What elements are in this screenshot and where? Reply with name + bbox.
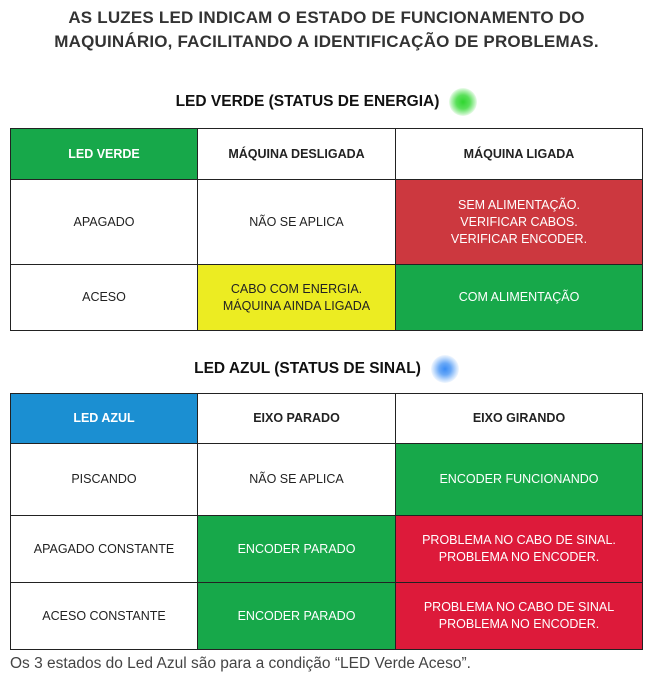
green-led-table bbox=[10, 128, 643, 331]
cell-line: VERIFICAR CABOS. bbox=[460, 214, 578, 229]
blue-row-apagado-stopped bbox=[198, 516, 396, 583]
blue-led-table bbox=[10, 393, 643, 650]
blue-row-apagado-spinning bbox=[396, 516, 643, 583]
green-section-title bbox=[0, 87, 653, 117]
cell-line: PROBLEMA NO CABO DE SINAL bbox=[423, 600, 615, 614]
blue-row-aceso-constante bbox=[11, 583, 643, 650]
blue-section-title-text: LED AZUL (STATUS DE SINAL) bbox=[194, 360, 421, 377]
green-row-aceso-on bbox=[396, 265, 643, 331]
blue-row-aceso-state: ACESO CONSTANTE bbox=[11, 583, 198, 650]
green-section-title-text: LED VERDE (STATUS DE ENERGIA) bbox=[175, 93, 440, 110]
blue-row-aceso-spinning bbox=[396, 583, 643, 650]
blue-row-piscando bbox=[11, 444, 643, 516]
blue-row-piscando-state: PISCANDO bbox=[11, 444, 198, 516]
blue-header-axis-stopped: EIXO PARADO bbox=[198, 394, 396, 444]
cell-line: VERIFICAR ENCODER. bbox=[450, 231, 588, 246]
cell-line: PROBLEMA NO CABO DE SINAL. bbox=[422, 533, 616, 547]
green-table-header-row bbox=[11, 129, 643, 180]
cell-line: NÃO SE APLICA bbox=[249, 214, 344, 229]
green-header-machine-off: MÁQUINA DESLIGADA bbox=[198, 129, 396, 180]
blue-row-aceso-stopped bbox=[198, 583, 396, 650]
cell-line: MÁQUINA AINDA LIGADA bbox=[222, 298, 371, 313]
green-row-aceso-state: ACESO bbox=[11, 265, 198, 331]
blue-row-piscando-spinning bbox=[396, 444, 643, 516]
green-row-apagado-off bbox=[198, 180, 396, 265]
cell-line: ENCODER PARADO bbox=[237, 608, 356, 623]
blue-header-axis-spinning: EIXO GIRANDO bbox=[396, 394, 643, 444]
blue-section-title bbox=[0, 353, 653, 385]
blue-row-apagado-state: APAGADO CONSTANTE bbox=[11, 516, 198, 583]
blue-row-piscando-stopped bbox=[198, 444, 396, 516]
cell-line: NÃO SE APLICA bbox=[249, 472, 344, 486]
headline-line-1: AS LUZES LED INDICAM O ESTADO DE FUNCIONAMENTO DO bbox=[68, 8, 585, 27]
cell-line: CABO COM ENERGIA. bbox=[230, 281, 363, 296]
blue-led-glow-icon bbox=[431, 355, 459, 383]
blue-header-led: LED AZUL bbox=[11, 394, 198, 444]
page-headline bbox=[0, 6, 653, 54]
cell-line: PROBLEMA NO ENCODER. bbox=[438, 617, 600, 631]
green-row-apagado-on bbox=[396, 180, 643, 265]
cell-line: COM ALIMENTAÇÃO bbox=[458, 290, 580, 304]
green-row-aceso-off bbox=[198, 265, 396, 331]
headline-line-2: MAQUINÁRIO, FACILITANDO A IDENTIFICAÇÃO DE PROBLEMAS. bbox=[54, 32, 599, 51]
green-row-apagado bbox=[11, 180, 643, 265]
footnote: Os 3 estados do Led Azul são para a condição “LED Verde Aceso”. bbox=[10, 655, 471, 672]
green-row-apagado-state: APAGADO bbox=[11, 180, 198, 265]
cell-line: SEM ALIMENTAÇÃO. bbox=[457, 197, 580, 212]
green-row-aceso bbox=[11, 265, 643, 331]
cell-line: ENCODER FUNCIONANDO bbox=[439, 472, 599, 486]
green-led-glow-icon bbox=[449, 88, 477, 116]
green-header-machine-on: MÁQUINA LIGADA bbox=[396, 129, 643, 180]
blue-table-header-row bbox=[11, 394, 643, 444]
cell-line: ENCODER PARADO bbox=[237, 541, 356, 556]
green-header-led: LED VERDE bbox=[11, 129, 198, 180]
cell-line: PROBLEMA NO ENCODER. bbox=[438, 550, 600, 564]
blue-row-apagado-constante bbox=[11, 516, 643, 583]
